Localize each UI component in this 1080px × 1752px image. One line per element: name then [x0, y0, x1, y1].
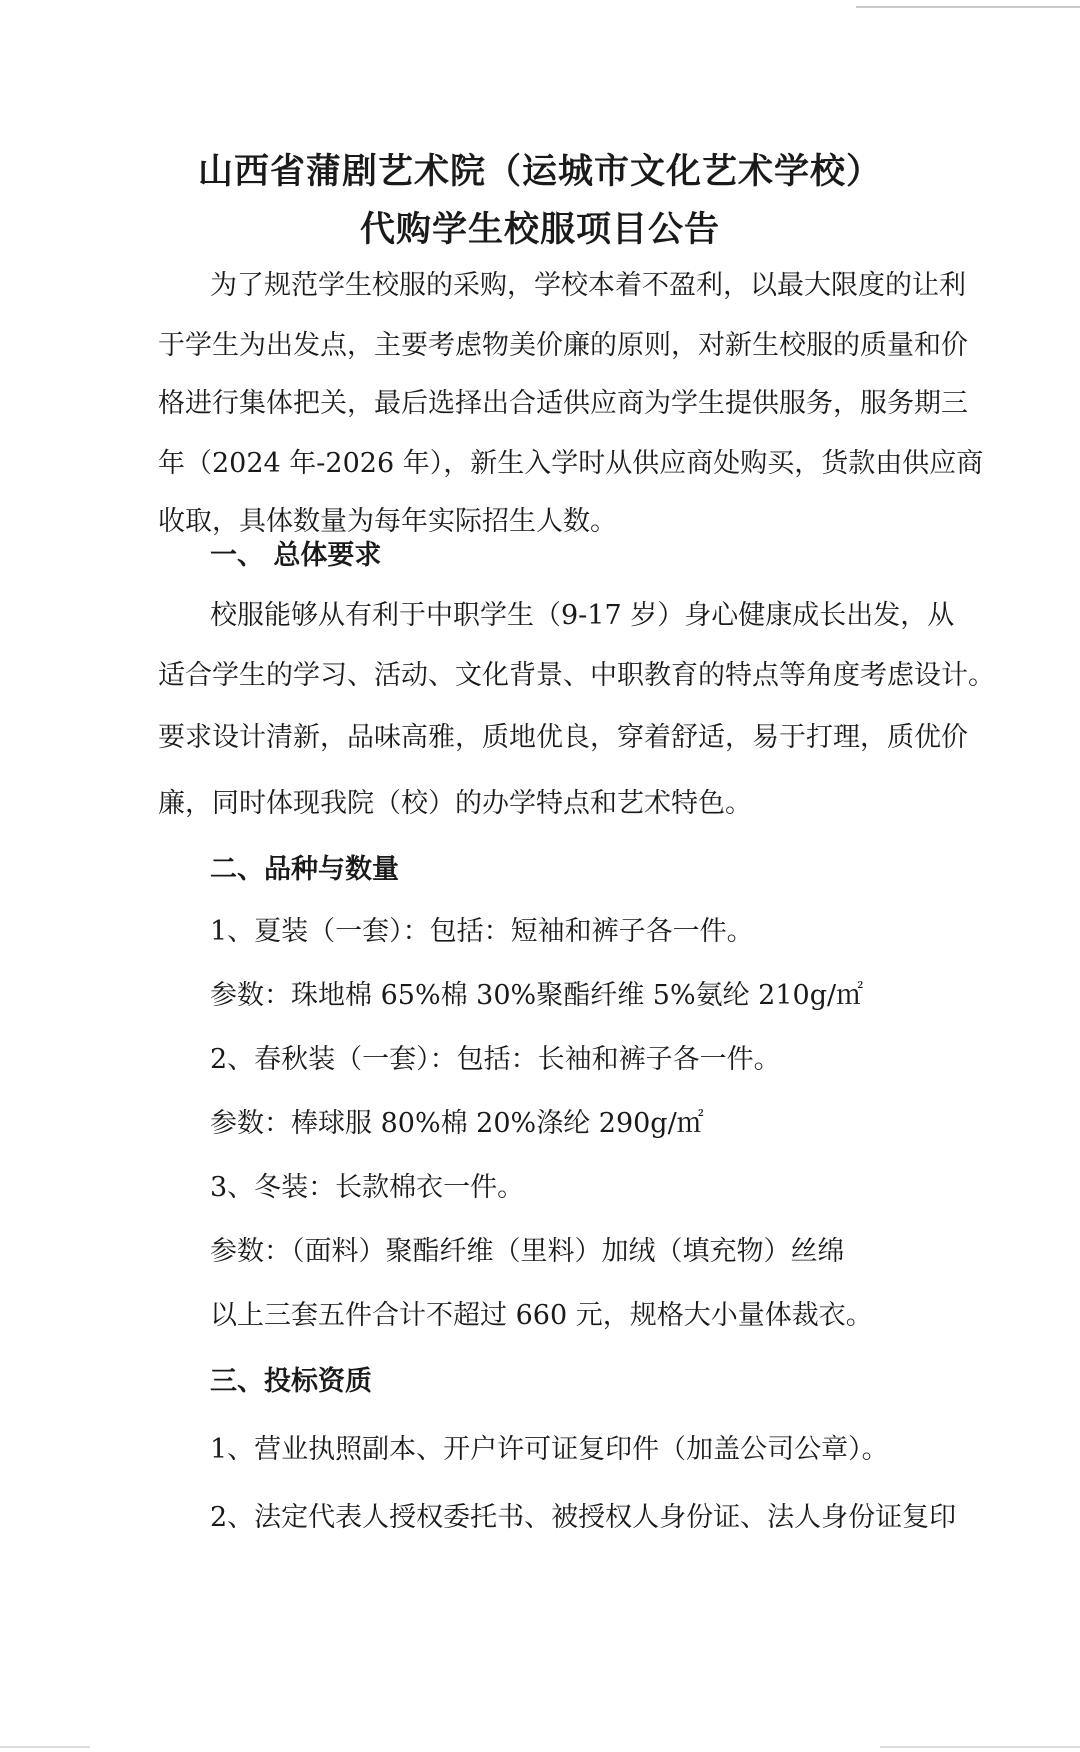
intro-line-3: 格进行集体把关，最后选择出合适供应商为学生提供服务，服务期三	[158, 388, 968, 419]
section-3-heading: 三、投标资质	[210, 1366, 372, 1397]
scan-edge-mark-bottom-right	[880, 1746, 1080, 1748]
section-1-line-2: 适合学生的学习、活动、文化背景、中职教育的特点等角度考虑设计。	[158, 660, 995, 691]
scan-edge-mark	[856, 6, 1080, 8]
section-2-item-5: 3、冬装：长款棉衣一件。	[210, 1172, 525, 1203]
section-1-heading: 一、 总体要求	[210, 540, 382, 571]
intro-line-4: 年（2024 年-2026 年），新生入学时从供应商处购买，货款由供应商	[158, 448, 984, 479]
section-2-item-1: 1、夏装（一套）：包括：短袖和裤子各一件。	[210, 916, 754, 947]
section-2-item-3: 2、春秋装（一套）：包括：长袖和裤子各一件。	[210, 1044, 781, 1075]
section-1-line-1: 校服能够从有利于中职学生（9-17 岁）身心健康成长出发，从	[210, 600, 955, 631]
scan-edge-mark-bottom-left	[0, 1746, 90, 1748]
section-2-item-4: 参数：棒球服 80%棉 20%涤纶 290g/㎡	[210, 1108, 704, 1139]
document-title-line-2: 代购学生校服项目公告	[359, 210, 720, 250]
section-2-item-7: 以上三套五件合计不超过 660 元，规格大小量体裁衣。	[210, 1300, 873, 1331]
document-title-line-1: 山西省蒲剧艺术院（运城市文化艺术学校）	[197, 152, 882, 192]
section-2-item-6: 参数：（面料）聚酯纤维（里料）加绒（填充物）丝绵	[210, 1236, 845, 1267]
intro-line-5: 收取，具体数量为每年实际招生人数。	[158, 506, 617, 537]
section-2-heading: 二、品种与数量	[210, 854, 399, 885]
intro-line-2: 于学生为出发点，主要考虑物美价廉的原则，对新生校服的质量和价	[158, 330, 968, 361]
section-1-line-4: 廉，同时体现我院（校）的办学特点和艺术特色。	[158, 788, 752, 819]
section-3-item-2: 2、法定代表人授权委托书、被授权人身份证、法人身份证复印	[210, 1502, 957, 1533]
section-3-item-1: 1、营业执照副本、开户许可证复印件（加盖公司公章）。	[210, 1434, 889, 1465]
section-1-line-3: 要求设计清新，品味高雅，质地优良，穿着舒适，易于打理，质优价	[158, 722, 968, 753]
intro-line-1: 为了规范学生校服的采购，学校本着不盈利，以最大限度的让利	[210, 270, 966, 301]
section-2-item-2: 参数：珠地棉 65%棉 30%聚酯纤维 5%氨纶 210g/㎡	[210, 980, 864, 1011]
